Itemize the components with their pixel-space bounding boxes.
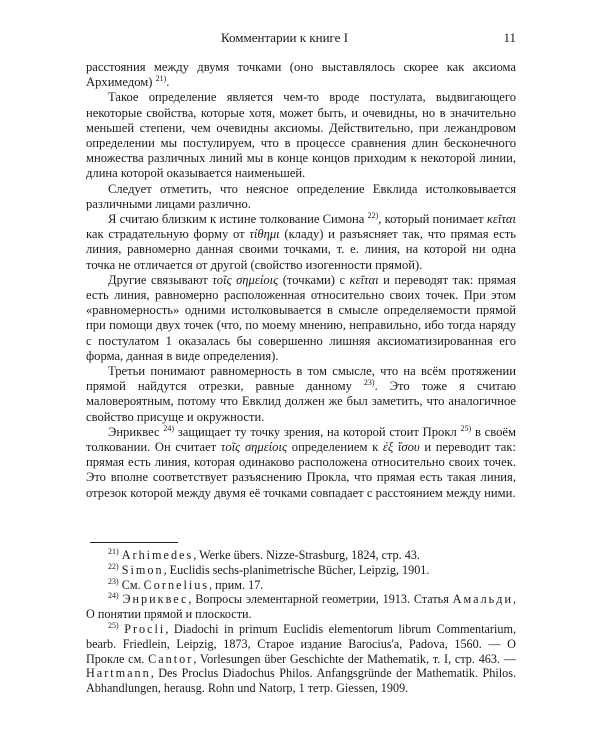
footnote-ref: 23) — [363, 378, 375, 388]
footnote-mark: 24) — [108, 591, 119, 601]
greek-word: τοῖς σημείοις — [220, 440, 288, 455]
greek-word: τοῖς σημείοις — [212, 272, 279, 287]
text-run: определением к — [291, 440, 379, 455]
page-number: 11 — [503, 30, 516, 45]
footnote-text: , Euclidis sechs-planimetrische Bücher, Leipzig, 1901. — [163, 562, 430, 577]
footnote-ref: 22) — [367, 210, 379, 220]
paragraph: Следует отметить, что неясное определение Евклида истолковывается различными лицами различно. — [86, 181, 516, 211]
paragraph — [86, 364, 516, 425]
text-run: Я считаю близким к истине толкование Симона — [108, 212, 365, 227]
main-text — [86, 60, 516, 501]
text-run: (кладу) и разъясняет так, что прямая есть линия, равномерно данная своими точками, т. е. линия, на которой ни одна точка не отличается от другой (свойство изогенности прямой). — [86, 227, 517, 272]
footnote-author: Энриквес — [122, 592, 189, 607]
greek-word: τίθημι — [249, 227, 280, 242]
greek-word: κεῖται — [349, 272, 379, 287]
footnote-author: Cornelius — [143, 577, 210, 592]
footnote-author: Hartmann — [86, 666, 151, 681]
text-run: Третьи понимают равномерность в том смысле, что на всём протяжении прямой найдутся отрезки, равные данному — [86, 364, 516, 394]
running-header — [86, 30, 516, 50]
footnote-ref: 24) — [163, 423, 175, 433]
text-run: расстояния между двумя точками (оно выставлялось скорее как аксиома Архимедом) — [86, 60, 516, 90]
text-run: . Это тоже я считаю маловероятным, потому что Евклид должен же был заметить, что аналогичное свойство присуще и окружности. — [86, 379, 517, 424]
footnote-ref: 21) — [155, 74, 167, 84]
text-run: и переводят так: прямая есть линия, равномерно расположенная относительно своих точек. При этом «равномерность» одними истолковывается в смысле определяемости прямой при помощи двух точек (что, по моему мнению, неправильно, ибо тогда наряду с постулатом 1 оказалась бы совершенно лишняя аксиоматизированная его форма, данная в виде определения). — [86, 272, 516, 363]
text-run: в своём толковании. Он считает — [86, 424, 516, 455]
footnote-author: Procli — [124, 621, 166, 636]
footnote — [86, 592, 516, 622]
footnote-mark: 21) — [108, 546, 119, 556]
footnote-text: , О понятии прямой и плоскости. — [86, 592, 517, 622]
paragraph — [86, 425, 516, 501]
footnote — [86, 578, 516, 593]
footnote-mark: 23) — [108, 576, 119, 586]
text-run: Энриквес — [108, 424, 160, 439]
footnote-text: , Diadochi in primum Euclidis elementorum librum Commentarium, bearb. Friedlein, Leipzig, 1873, Старое издание Barocius'a, Padova, 1560. — О Прокле см. — [86, 621, 516, 666]
footnote-mark: 22) — [108, 561, 119, 571]
footnote-text: , Vorlesungen über Geschichte der Mathematik, т. I, стр. 463. — — [193, 651, 517, 666]
paragraph: Такое определение является чем-то вроде постулата, выдвигающего некоторые свойства, которые хотя, может быть, и очевидны, но в значительно меньшей степени, чем очевидны аксиомы. Действительно, при лежандровом определении мы постулируем, что в процессе сравнения длин бесконечного множества различных линий мы в конце концов приходим к некоторой линии, длина которой оказывается наименьшей. — [86, 90, 516, 181]
footnote-text: , прим. 17. — [209, 577, 264, 592]
footnote-author: Амальди — [452, 592, 513, 607]
text-run: , который понимает — [378, 212, 484, 227]
paragraph — [86, 273, 516, 364]
paragraph — [86, 212, 516, 273]
text-run: и переводит так: прямая есть линия, которая одинаково расположена относительно своих точек. Это вполне соответствует разъяснению Прокла, что прямая есть такая линия, отрезок которой между двумя её точками совпадает с расстоянием между ними. — [86, 440, 516, 500]
text-run: . — [166, 75, 170, 90]
footnote — [86, 548, 516, 563]
greek-word: κεῖται — [486, 212, 516, 227]
footnote-ref: 25) — [460, 423, 472, 433]
greek-word: ἐξ ἴσου — [382, 440, 420, 455]
footnote-divider — [90, 542, 178, 543]
footnote-text: См. — [121, 577, 141, 592]
text-run: Другие связывают — [108, 272, 208, 287]
header-title: Комментарии к книге I — [221, 30, 349, 45]
footnote-author: Cantor — [148, 651, 194, 666]
footnote-text: , Des Proclus Diadochus Philos. Anfangsgründe der Mathematik. Philos. Abhandlungen, herausg. Rohn und Natorp, 1 тетр. Giessen, 1909. — [86, 666, 516, 696]
footnote-mark: 25) — [108, 620, 119, 630]
text-run: (точками) с — [282, 272, 346, 287]
footnote-author: Arhimedes — [121, 548, 194, 562]
footnote — [86, 563, 516, 578]
text-run: как страдательную форму от — [86, 227, 245, 242]
footnote-author: Simon — [121, 562, 164, 577]
footnote — [86, 622, 516, 696]
footnote-text: , Werke übers. Nizze-Strasburg, 1824, стр. 43. — [193, 548, 420, 562]
footnote-text: , Вопросы элементарной геометрии, 1913. Статья — [188, 592, 449, 607]
paragraph — [86, 60, 516, 90]
text-run: защищает ту точку зрения, на которой стоит Прокл — [177, 424, 457, 439]
footnotes — [86, 548, 516, 696]
